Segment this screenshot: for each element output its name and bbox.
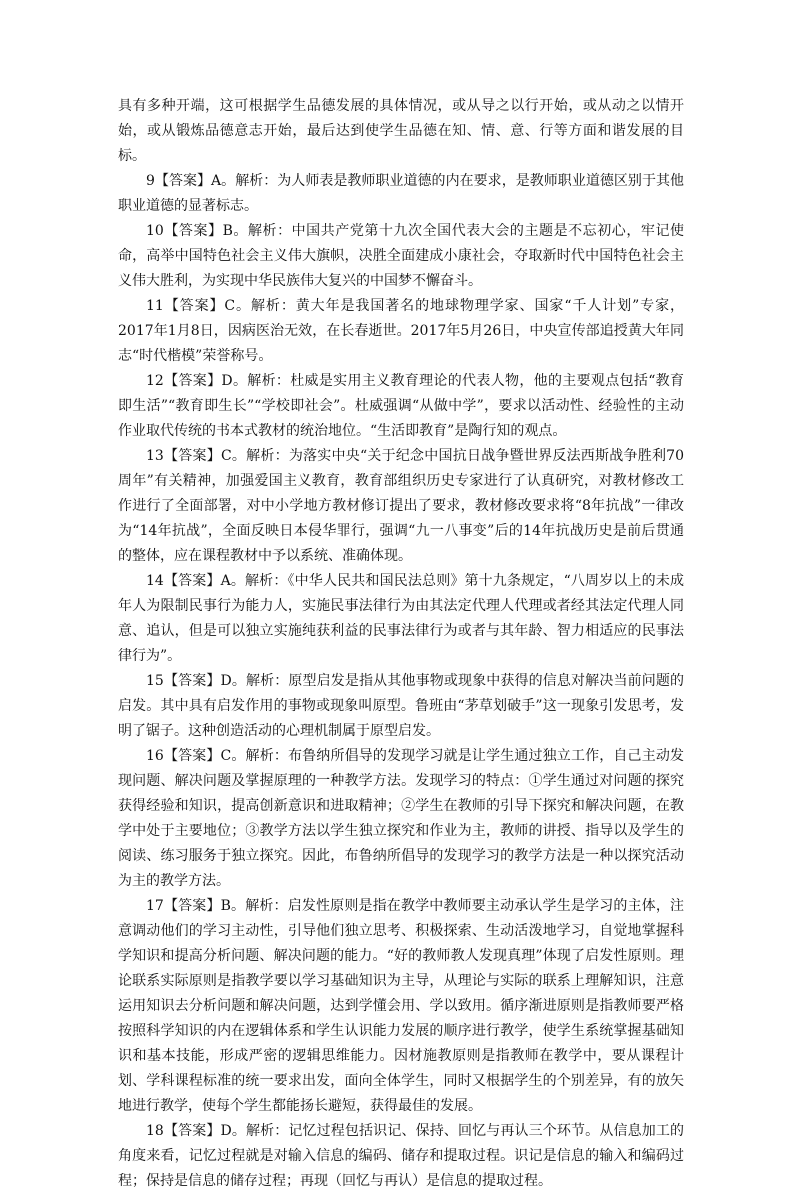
answer-paragraph-17: 17【答案】B。解析：启发性原则是指在教学中教师要主动承认学生是学习的主体，注意调动他们的学习主动性，引导他们独立思考、积极探索、生动活泼地学习，自觉地掌握科学知识和提高分析问题、解决问题的能力。“好的教师教人发现真理”体现了启发性原则。理论联系实际原则是指教学要以学习基础知识为主导，从理论与实际的联系上理解知识，注意运用知识去分析问题和解决问题，达到学懂会用、学以致用。循序渐进原则是指教师要严格按照科学知识的内在逻辑体系和学生认识能力发展的顺序进行教学，使学生系统掌握基础知识和基本技能，形成严密的逻辑思维能力。因材施教原则是指教师在教学中，要从课程计划、学科课程标准的统一要求出发，面向全体学生，同时又根据学生的个别差异，有的放矢地进行教学，使每个学生都能扬长避短，获得最佳的发展。	[118, 898, 684, 1114]
paragraph-continuation: 具有多种开端，这可根据学生品德发展的具体情况，或从导之以行开始，或从动之以情开始，或从锻炼品德意志开始，最后达到使学生品德在知、情、意、行等方面和谐发展的目标。	[118, 98, 684, 164]
answer-paragraph-16: 16【答案】C。解析：布鲁纳所倡导的发现学习就是让学生通过独立工作，自己主动发现问题、解决问题及掌握原理的一种教学方法。发现学习的特点：①学生通过对问题的探究获得经验和知识，提高创新意识和进取精神；②学生在教师的引导下探究和解决问题，在教学中处于主要地位；③教学方法以学生独立探究和作业为主，教师的讲授、指导以及学生的阅读、练习服务于独立探究。因此，布鲁纳所倡导的发现学习的教学方法是一种以探究活动为主的教学方法。	[118, 748, 684, 889]
answer-paragraph-15: 15【答案】D。解析：原型启发是指从其他事物或现象中获得的信息对解决当前问题的启发。其中具有启发作用的事物或现象叫原型。鲁班由“茅草划破手”这一现象引发思考，发明了锯子。这种创造活动的心理机制属于原型启发。	[118, 673, 684, 739]
answer-paragraph-12: 12【答案】D。解析：杜威是实用主义教育理论的代表人物，他的主要观点包括“教育即生活”“教育即生长”“学校即社会”。杜威强调“从做中学”，要求以活动性、经验性的主动作业取代传统的书本式教材的统治地位。“生活即教育”是陶行知的观点。	[118, 373, 684, 439]
answer-paragraph-18: 18【答案】D。解析：记忆过程包括识记、保持、回忆与再认三个环节。从信息加工的角度来看，记忆过程就是对输入信息的编码、储存和提取过程。识记是信息的输入和编码过程；保持是信息的储存过程；再现（回忆与再认）是信息的提取过程。	[118, 1123, 684, 1189]
answer-paragraph-9: 9【答案】A。解析：为人师表是教师职业道德的内在要求，是教师职业道德区别于其他职业道德的显著标志。	[118, 173, 684, 214]
answer-paragraph-13: 13【答案】C。解析：为落实中央“关于纪念中国抗日战争暨世界反法西斯战争胜利70周年”有关精神，加强爱国主义教育，教育部组织历史专家进行了认真研究，对教材修改工作进行了全面部署，对中小学地方教材修订提出了要求，教材修改要求将“8年抗战”一律改为“14年抗战”，全面反映日本侵华罪行，强调“九一八事变”后的14年抗战历史是前后贯通的整体，应在课程教材中予以系统、准确体现。	[118, 448, 684, 564]
document-page	[118, 94, 684, 1194]
answer-paragraph-14: 14【答案】A。解析：《中华人民共和国民法总则》第十九条规定，“八周岁以上的未成年人为限制民事行为能力人，实施民事法律行为由其法定代理人代理或者经其法定代理人同意、追认，但是可以独立实施纯获利益的民事法律行为或者与其年龄、智力相适应的民事法律行为”。	[118, 573, 684, 664]
answer-paragraph-11: 11【答案】C。解析：黄大年是我国著名的地球物理学家、国家“千人计划”专家，2017年1月8日，因病医治无效，在长春逝世。2017年5月26日，中央宣传部追授黄大年同志“时代楷模”荣誉称号。	[118, 298, 684, 364]
answer-paragraph-10: 10【答案】B。解析：中国共产党第十九次全国代表大会的主题是不忘初心，牢记使命，高举中国特色社会主义伟大旗帜，决胜全面建成小康社会，夺取新时代中国特色社会主义伟大胜利，为实现中华民族伟大复兴的中国梦不懈奋斗。	[118, 223, 684, 289]
